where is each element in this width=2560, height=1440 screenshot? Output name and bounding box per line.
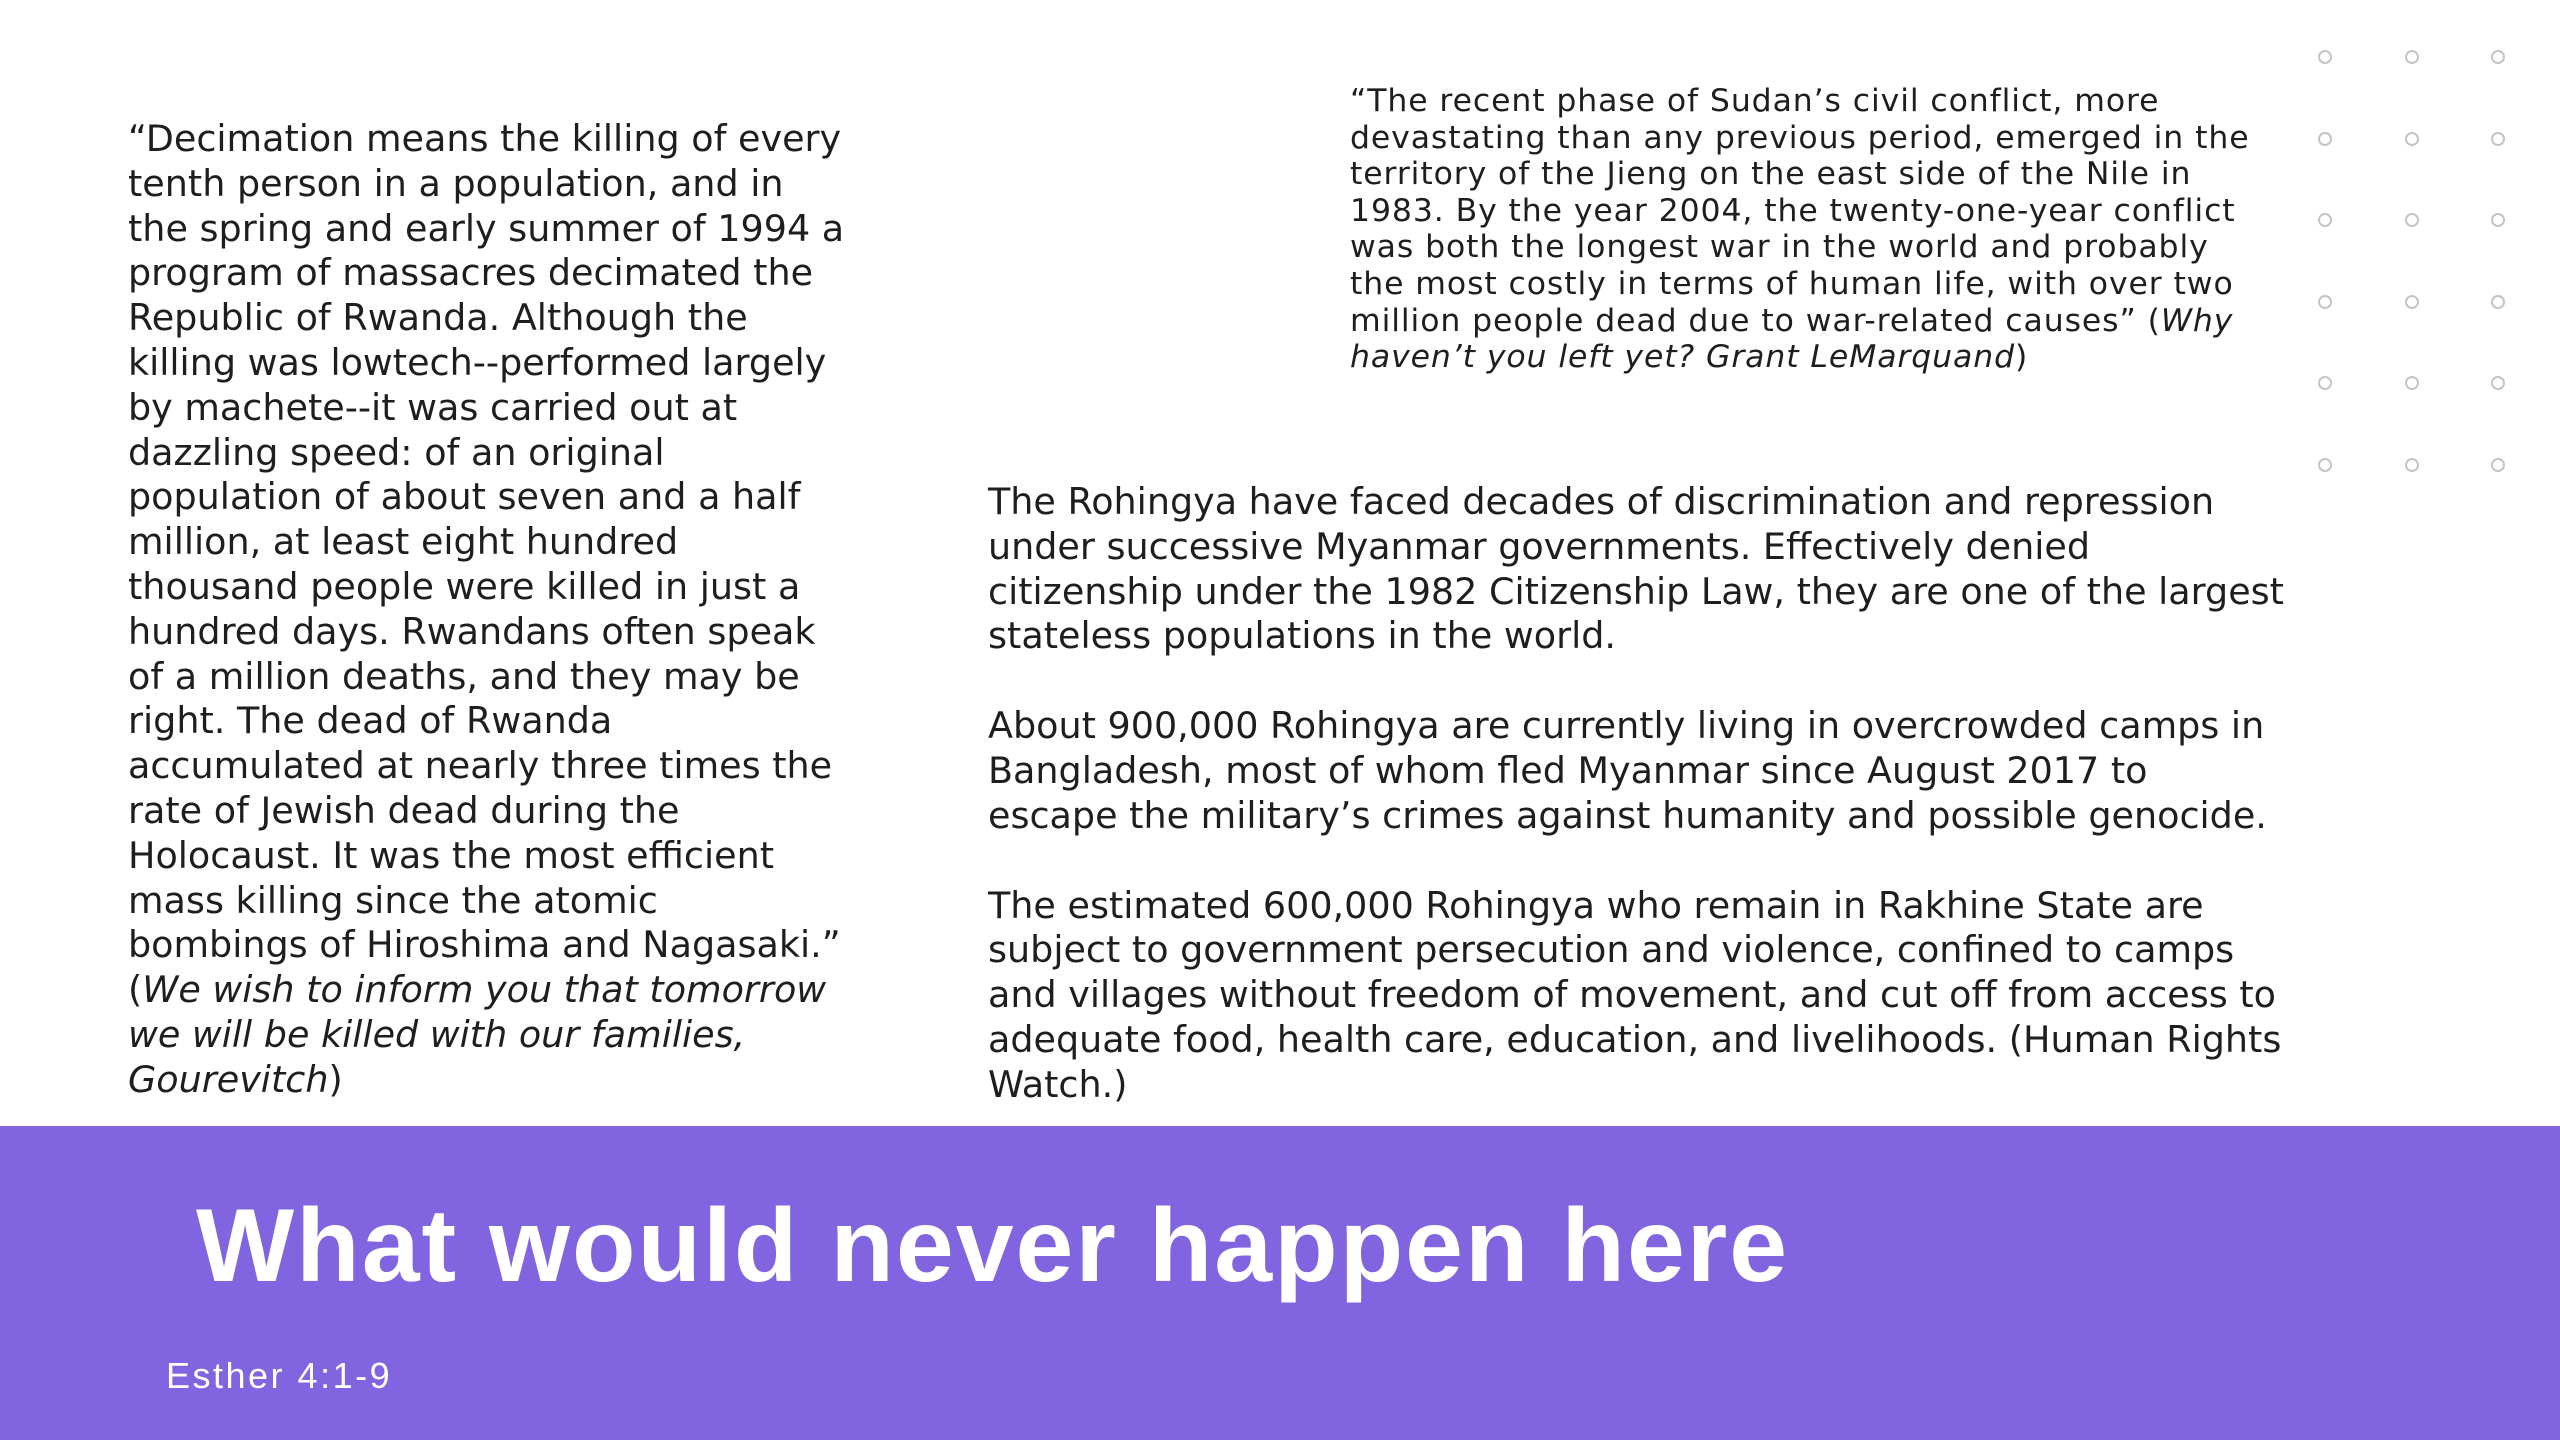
decorative-circle-icon (2405, 213, 2419, 227)
decorative-circle-icon (2318, 50, 2332, 64)
sudan-quote-close: ) (2014, 339, 2029, 376)
decorative-circle-icon (2491, 295, 2505, 309)
decorative-circle-icon (2405, 50, 2419, 64)
rohingya-paragraph: About 900,000 Rohingya are currently living in overcrowded camps in Bangladesh, most of whom fled Myanmar since August 2017 to escape the military’s crimes against humanity and possible genocide. (988, 704, 2267, 837)
decorative-circle-icon (2405, 132, 2419, 146)
decorative-circle-icon (2405, 458, 2419, 472)
decorative-circle-icon (2318, 295, 2332, 309)
decorative-circle-icon (2318, 132, 2332, 146)
decorative-circle-icon (2318, 376, 2332, 390)
rwanda-quote (128, 117, 848, 1103)
rohingya-paragraph: The Rohingya have faced decades of discrimination and repression under successive Myanmar governments. Effectively denied citizenship under the 1982 Citizenship Law, they are one of the largest stateless populations in the world. (988, 480, 2284, 658)
rwanda-quote-close: ) (328, 1057, 343, 1101)
decorative-dot-grid (2318, 50, 2560, 539)
slide-title: What would never happen here (196, 1188, 1790, 1304)
sudan-quote (1350, 83, 2250, 376)
decorative-circle-icon (2318, 458, 2332, 472)
title-banner (0, 1126, 2560, 1440)
decorative-circle-icon (2318, 213, 2332, 227)
scripture-reference: Esther 4:1-9 (166, 1355, 393, 1396)
decorative-circle-icon (2491, 132, 2505, 146)
sudan-quote-text: “The recent phase of Sudan’s civil conflict, more devastating than any previous period, emerged in the territory of the Jieng on the east side of the Nile in 1983. By the year 2004, the twenty-one-year conflict was both the longest war in the world and probably the most costly in terms of human life, with over two million people dead due to war-related causes” ( (1350, 83, 2250, 339)
decorative-circle-icon (2405, 295, 2419, 309)
decorative-circle-icon (2491, 458, 2505, 472)
decorative-circle-icon (2405, 376, 2419, 390)
rwanda-quote-text: “Decimation means the killing of every tenth person in a population, and in the spring and early summer of 1994 a program of massacres decimated the Republic of Rwanda. Although the killing was lowtech--performed largely by machete--it was carried out at dazzling speed: of an original population of about seven and a half million, at least eight hundred thousand people were killed in just a hundred days. Rwandans often speak of a million deaths, and they may be right. The dead of Rwanda accumulated at nearly three times the rate of Jewish dead during the Holocaust. It was the most efficient mass killing since the atomic bombings of Hiroshima and Nagasaki.” ( (128, 117, 845, 1012)
decorative-circle-icon (2491, 213, 2505, 227)
sudan-quote-citation: Why haven’t you left yet? Grant LeMarquand (1350, 302, 2234, 376)
rwanda-quote-citation: We wish to inform you that tomorrow we will be killed with our families, Gourevitch (128, 968, 827, 1101)
decorative-circle-icon (2491, 376, 2505, 390)
rohingya-paragraph: The estimated 600,000 Rohingya who remain in Rakhine State are subject to government persecution and violence, confined to camps and villages without freedom of movement, and cut off from access to adequate food, health care, education, and livelihoods. (Human Rights Watch.) (988, 883, 2282, 1106)
rohingya-text (988, 480, 2288, 1108)
decorative-circle-icon (2491, 50, 2505, 64)
